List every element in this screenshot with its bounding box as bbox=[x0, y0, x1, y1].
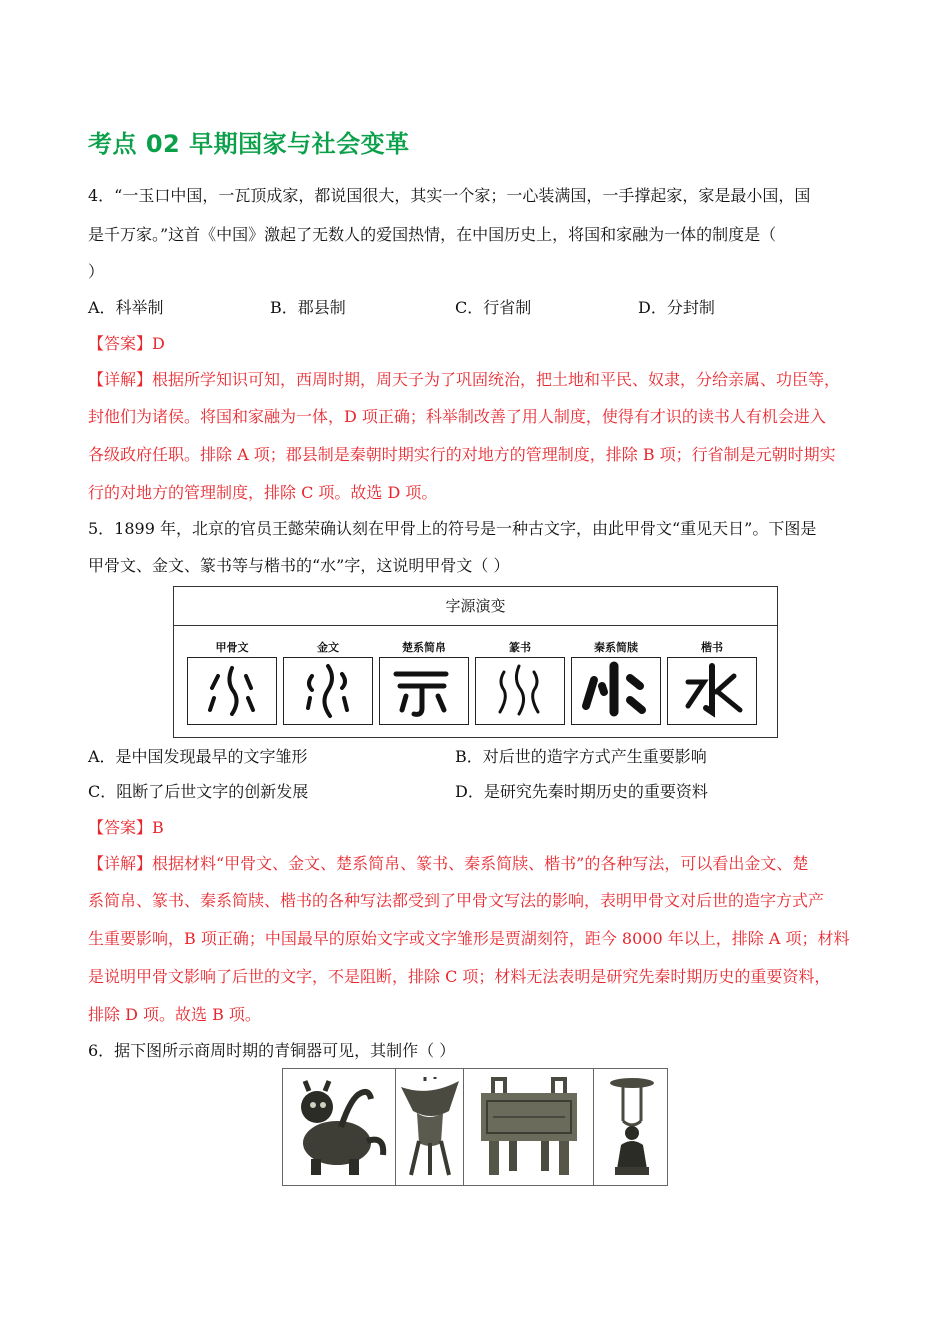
figure-divider bbox=[174, 625, 777, 626]
q5-detail-line-2: 系简帛、篆书、秦系简牍、楷书的各种写法都受到了甲骨文写法的影响，表明甲骨文对后世的造字方式产 bbox=[88, 891, 825, 910]
script-cell-bronze bbox=[280, 637, 376, 729]
script-label: 甲骨文 bbox=[215, 641, 249, 654]
q5-option-c: C．阻断了后世文字的创新发展 bbox=[88, 782, 309, 801]
script-cell-chu-silk bbox=[376, 637, 472, 729]
q6-stem: 6．据下图所示商周时期的青铜器可见，其制作（ ） bbox=[88, 1041, 456, 1060]
q4-detail-line-2: 封他们为诸侯。将国和家融为一体，D 项正确；科举制改善了用人制度，使得有才识的读书人有机会进入 bbox=[88, 407, 826, 426]
q4-stem-line-3: ） bbox=[88, 262, 105, 281]
bronze-ding-image bbox=[469, 1075, 589, 1185]
q4-answer: 【答案】D bbox=[88, 334, 165, 353]
bronze-beast-image bbox=[287, 1077, 391, 1185]
q5-option-b: B．对后世的造字方式产生重要影响 bbox=[455, 747, 707, 766]
q5-detail-line-3: 生重要影响，B 项正确；中国最早的原始文字或文字雏形是贾湖刻符，距今 8000 年以上，排除 A 项；材料 bbox=[88, 929, 850, 948]
q5-detail-line-1: 【详解】根据材料“甲骨文、金文、楚系简帛、篆书、秦系简牍、楷书”的各种写法，可以看出金文、楚 bbox=[88, 854, 809, 873]
q4-option-d: D．分封制 bbox=[638, 298, 715, 317]
script-label: 楚系简帛 bbox=[402, 641, 446, 654]
chu-silk-water-glyph bbox=[379, 657, 469, 725]
q4-detail-line-1: 【详解】根据所学知识可知，西周时期，周天子为了巩固统治，把土地和平民、奴隶，分给亲属、功臣等， bbox=[88, 370, 841, 389]
qin-slips-water-glyph bbox=[571, 657, 661, 725]
script-cell-oracle bbox=[184, 637, 280, 729]
q4-stem-line-1: 4．“一玉口中国，一瓦顶成家，都说国很大，其实一个家；一心装满国，一手撑起家，家是最小国，国 bbox=[88, 186, 811, 205]
figure-title: 字源演变 bbox=[445, 597, 506, 615]
q4-detail-line-3: 各级政府任职。排除 A 项；郡县制是秦朝时期实行的对地方的管理制度，排除 B 项；行省制是元朝时期实 bbox=[88, 445, 836, 464]
q5-detail-line-5: 排除 D 项。故选 B 项。 bbox=[88, 1005, 261, 1024]
q5-answer: 【答案】B bbox=[88, 818, 164, 837]
q5-stem-line-2: 甲骨文、金文、篆书等与楷书的“水”字，这说明甲骨文（ ） bbox=[88, 556, 510, 575]
regular-water-glyph bbox=[667, 657, 757, 725]
script-label: 楷书 bbox=[701, 641, 723, 654]
seal-water-glyph bbox=[475, 657, 565, 725]
bronze-water-glyph bbox=[283, 657, 373, 725]
q5-option-d: D．是研究先秦时期历史的重要资料 bbox=[455, 782, 708, 801]
script-cell-regular bbox=[664, 637, 760, 729]
script-cell-qin-slips bbox=[568, 637, 664, 729]
bronze-jue-cup-image bbox=[399, 1077, 461, 1185]
q5-stem-line-1: 5．1899 年，北京的官员王懿荣确认刻在甲骨上的符号是一种古文字，由此甲骨文“重见天日”。下图是 bbox=[88, 519, 817, 538]
page-title: 考点 02 早期国家与社会变革 bbox=[88, 130, 410, 158]
q5-detail-line-4: 是说明甲骨文影响了后世的文字，不是阻断，排除 C 项；材料无法表明是研究先秦时期历史的重要资料， bbox=[88, 967, 831, 986]
script-label: 金文 bbox=[317, 641, 339, 654]
q5-option-a: A．是中国发现最早的文字雏形 bbox=[88, 747, 308, 766]
q4-option-b: B．郡县制 bbox=[270, 298, 346, 317]
script-evolution-figure bbox=[173, 586, 778, 738]
script-label: 篆书 bbox=[509, 641, 531, 654]
oracle-water-glyph bbox=[187, 657, 277, 725]
script-label: 秦系简牍 bbox=[594, 641, 638, 654]
q4-option-c: C．行省制 bbox=[455, 298, 532, 317]
bronze-artifacts-figure bbox=[282, 1068, 668, 1186]
bronze-lamp-figure-image bbox=[599, 1075, 665, 1185]
q4-detail-line-4: 行的对地方的管理制度，排除 C 项。故选 D 项。 bbox=[88, 483, 438, 502]
q4-option-a: A．科举制 bbox=[88, 298, 164, 317]
q4-stem-line-2: 是千万家。”这首《中国》激起了无数人的爱国热情，在中国历史上，将国和家融为一体的制度是（ bbox=[88, 225, 777, 244]
script-cell-seal bbox=[472, 637, 568, 729]
